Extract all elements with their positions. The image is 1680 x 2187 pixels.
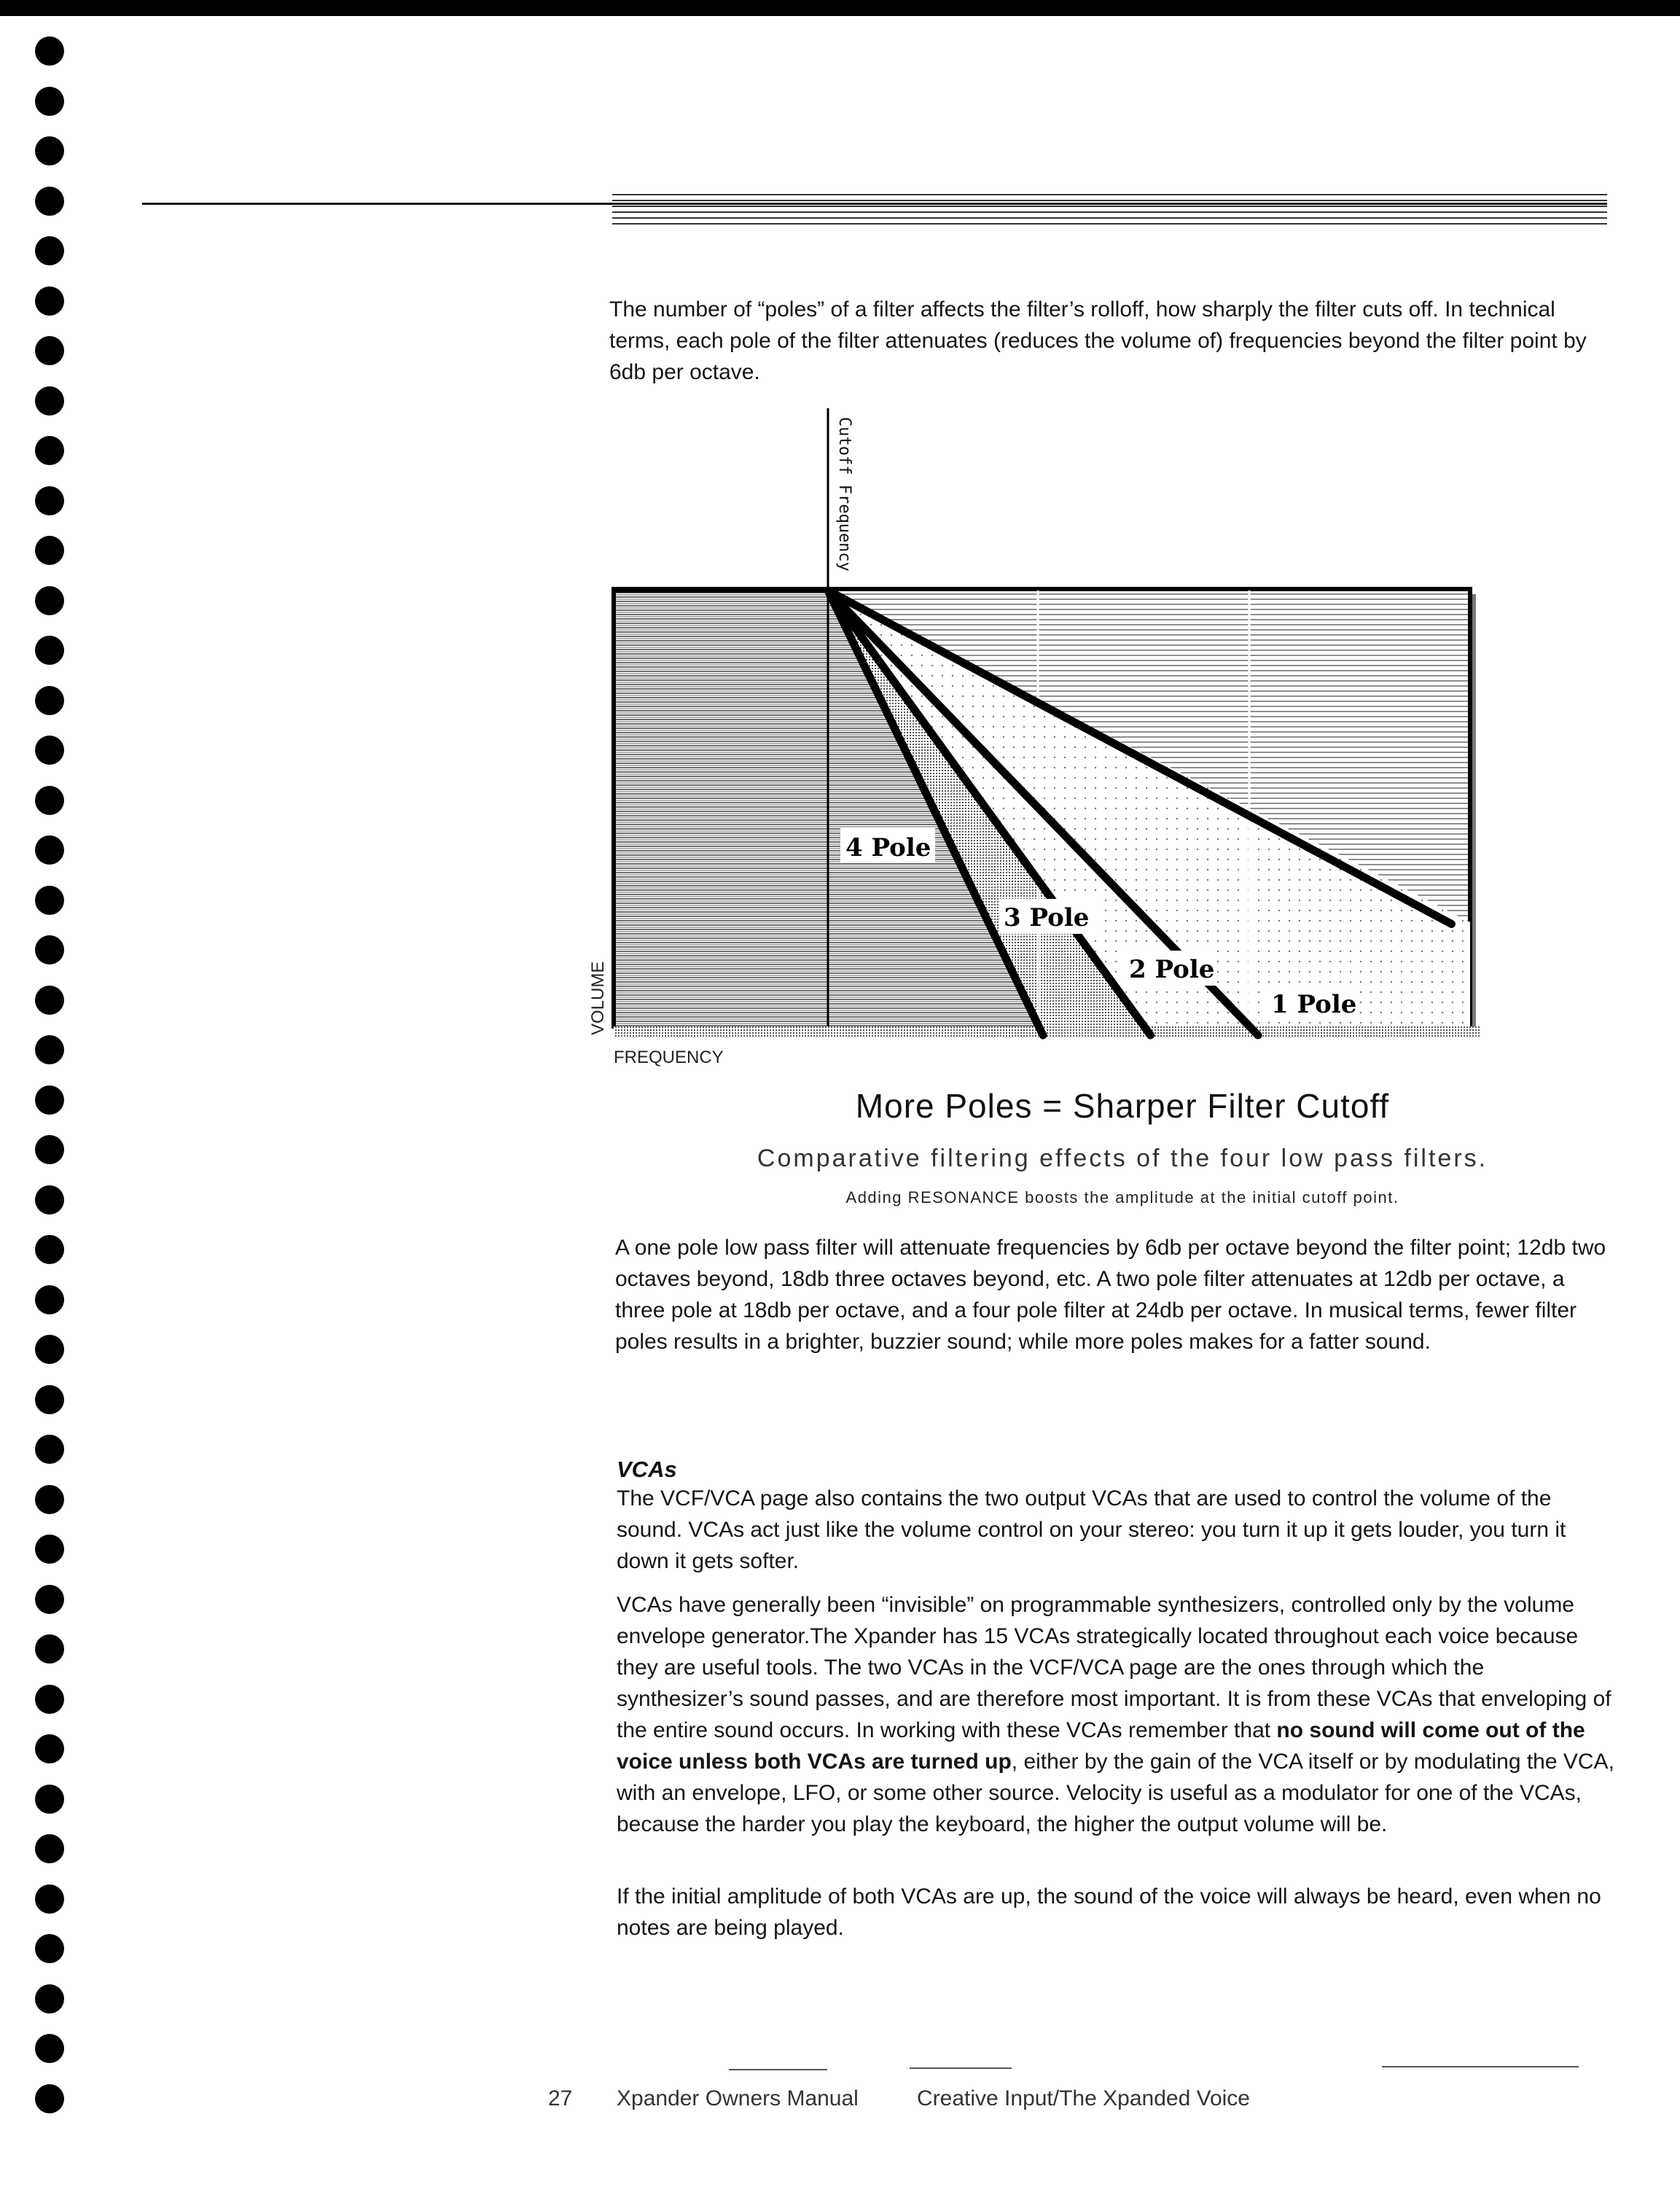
volume-axis-label: VOLUME — [588, 961, 608, 1035]
binder-hole — [35, 1485, 64, 1514]
binder-hole — [35, 36, 64, 66]
binder-hole — [35, 2084, 64, 2113]
chart-title: More Poles = Sharper Filter Cutoff — [855, 1087, 1390, 1125]
footer-rule-2 — [910, 2067, 1012, 2069]
binder-hole — [35, 436, 64, 465]
binder-hole — [35, 686, 64, 715]
binder-holes — [35, 36, 67, 2165]
binder-hole — [35, 87, 64, 116]
binder-hole — [35, 1085, 64, 1115]
binder-hole — [35, 1785, 64, 1814]
binder-hole — [35, 486, 64, 515]
binder-hole — [35, 336, 64, 365]
vcas-paragraph-3: If the initial amplitude of both VCAs are up, the sound of the voice will always be heard, even when no notes are being played. — [617, 1884, 1601, 1940]
binder-hole — [35, 2034, 64, 2063]
label-1-pole: 1 Pole — [1271, 990, 1357, 1019]
binder-hole — [35, 1934, 64, 1963]
binder-hole — [35, 736, 64, 765]
binder-hole — [35, 1435, 64, 1464]
binder-hole — [35, 636, 64, 665]
poles-paragraph: A one pole low pass filter will attenuate frequencies by 6db per octave beyond the filter point; 12db two octaves beyond, 18db three octaves beyond, etc. A two pole filter attenuates at 12db per octave, a three pole at 18db per octave, and a four pole filter at 24db per octave. In musical terms, fewer filter poles results in a brighter, buzzier sound; while more poles makes for a fatter sound. — [615, 1236, 1606, 1354]
binder-hole — [35, 136, 64, 165]
vcas-paragraph-2 — [617, 1589, 1615, 1840]
footer-manual-title: Xpander Owners Manual — [617, 2086, 859, 2110]
binder-hole — [35, 386, 64, 416]
label-3-pole: 3 Pole — [1004, 903, 1090, 932]
binder-hole — [35, 1285, 64, 1314]
chart-subtitle: Comparative filtering effects of the four low pass filters. — [757, 1145, 1488, 1172]
binder-hole — [35, 1634, 64, 1664]
binder-hole — [35, 786, 64, 815]
page-number: 27 — [548, 2086, 573, 2110]
binder-hole — [35, 1335, 64, 1364]
label-4-pole: 4 Pole — [845, 833, 931, 862]
binder-hole — [35, 1385, 64, 1414]
binder-hole — [35, 986, 64, 1015]
binder-hole — [35, 835, 64, 865]
vcas-paragraph-1: The VCF/VCA page also contains the two output VCAs that are used to control the volume of the sound. VCAs act just like the volume control on your stereo: you turn it up it gets louder, you turn it down it gets softer. — [617, 1486, 1566, 1573]
vcas-paragraph-2-end: , either by the gain of the VCA itself or by modulating the VCA, with an envelope, LFO, or some other source. Velocity is useful as a modulator for one of the VCAs, because the harder you play the keyboard, the higher the output volume will be. — [617, 1750, 1614, 1836]
footer-rule-3 — [1382, 2066, 1579, 2067]
binder-hole — [35, 886, 64, 915]
frequency-axis-label: FREQUENCY — [614, 1048, 724, 1067]
intro-paragraph: The number of “poles” of a filter affects the filter’s rolloff, how sharply the filter cuts off. In technical terms, each pole of the filter attenuates (reduces the volume of) frequencies beyond the filter point by 6db per octave. — [609, 297, 1587, 384]
baseline-band — [614, 1026, 1481, 1037]
binder-hole — [35, 935, 64, 964]
header-rule-stack — [612, 194, 1607, 226]
top-scan-border — [0, 0, 1680, 16]
vcas-paragraph-2-start: VCAs have generally been “invisible” on programmable synthesizers, controlled only by the volume envelope generator.The Xpander has 15 VCAs strategically located throughout each voice because they are useful tools. The two VCAs in the VCF/VCA page are the ones through which the synthesizer’s sound passes, and are therefore most important. It is from these VCAs that enveloping of the entire sound occurs. In working with these VCAs remember that — [617, 1593, 1611, 1742]
binder-hole — [35, 1884, 64, 1914]
footer-section-title: Creative Input/The Xpanded Voice — [917, 2086, 1250, 2110]
binder-hole — [35, 586, 64, 615]
binder-hole — [35, 536, 64, 565]
vcas-warning-bold: no sound will come out of the voice unless both VCAs are turned up — [617, 1718, 1585, 1774]
vcas-heading: VCAs — [617, 1457, 677, 1482]
binder-hole — [35, 1535, 64, 1564]
binder-hole — [35, 1135, 64, 1164]
cutoff-frequency-label: Cutoff Frequency — [835, 417, 853, 572]
binder-hole — [35, 1834, 64, 1863]
label-2-pole: 2 Pole — [1129, 955, 1215, 984]
chart-note: Adding RESONANCE boosts the amplitude at the initial cutoff point. — [845, 1188, 1399, 1206]
binder-hole — [35, 1185, 64, 1215]
binder-hole — [35, 1235, 64, 1264]
binder-hole — [35, 1734, 64, 1763]
binder-hole — [35, 1035, 64, 1064]
binder-hole — [35, 236, 64, 265]
binder-hole — [35, 187, 64, 216]
binder-hole — [35, 286, 64, 316]
binder-hole — [35, 1585, 64, 1614]
poles-chart — [583, 408, 1487, 1086]
binder-hole — [35, 1685, 64, 1714]
binder-hole — [35, 1984, 64, 2013]
footer-rule-1 — [729, 2069, 827, 2070]
